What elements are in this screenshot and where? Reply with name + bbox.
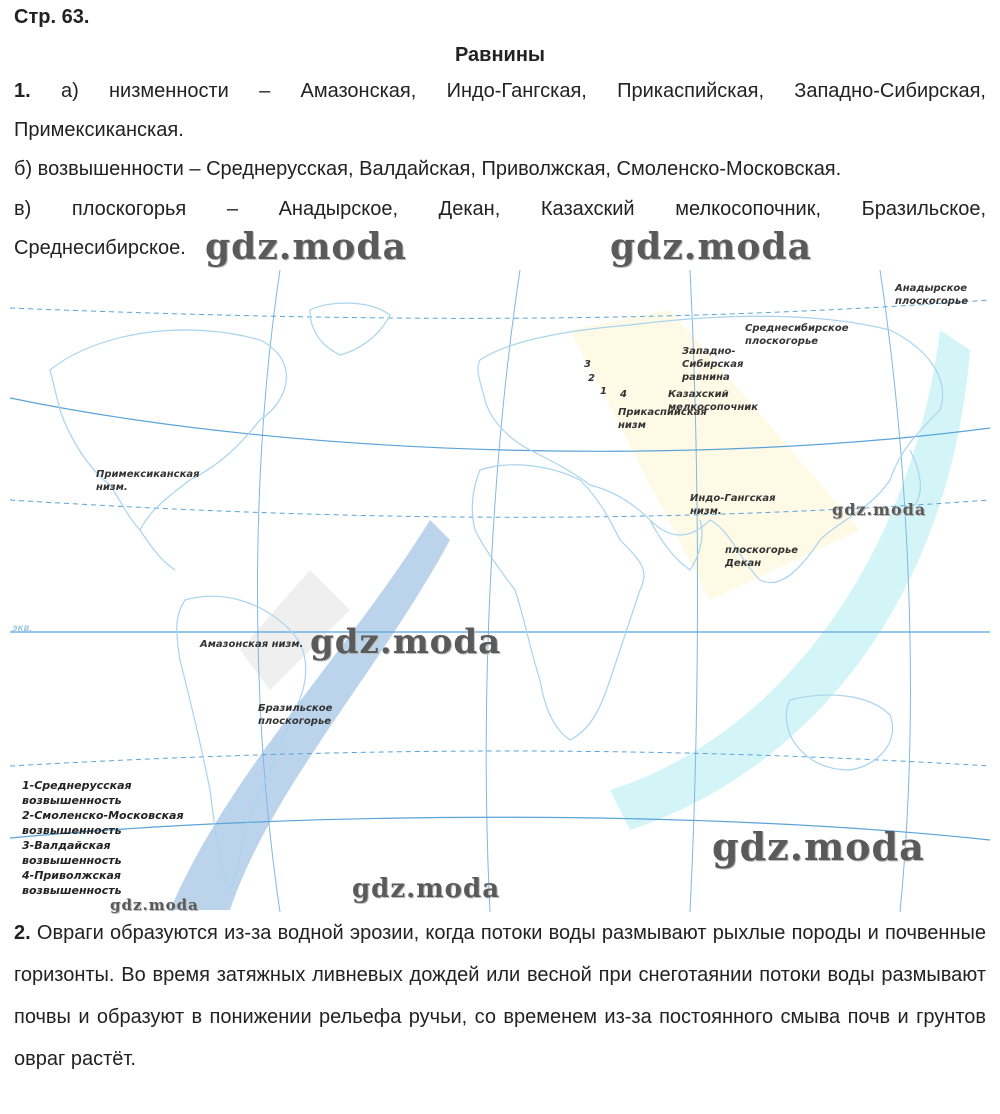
- task1-a-word: низменности: [109, 80, 229, 102]
- legend-line: 2-Смоленско-Московская: [22, 809, 184, 822]
- watermark: gdz.moda: [205, 226, 407, 268]
- task1-c-word: Бразильское,: [861, 198, 986, 220]
- task1-a-word: Западно-Сибирская,: [794, 80, 986, 102]
- page-number: Стр. 63.: [14, 6, 90, 28]
- watermark: gdz.moda: [832, 500, 927, 519]
- legend-line: 1-Среднерусская: [22, 779, 132, 792]
- legend-line: возвышенность: [22, 794, 122, 807]
- legend-line: возвышенность: [22, 854, 122, 867]
- map-legend: [22, 778, 184, 898]
- task1-c-word: Анадырское,: [278, 198, 399, 220]
- task2-number: 2.: [14, 922, 31, 944]
- watermark: gdz.moda: [110, 896, 199, 914]
- task2-text: Овраги образуются из-за водной эрозии, когда потоки воды размывают рыхлые породы и почвенные горизонты. Во время затяжных ливневых дождей или весной при снеготаянии потоки воды размывают почвы и образуют в понижении рельефа ручьи, со временем из-за постоянного смыва почв и грунтов овраг растёт.: [14, 922, 986, 1070]
- legend-line: возвышенность: [22, 884, 122, 897]
- label-indo-gangetic-lowland: Индо-Гангская низм.: [690, 493, 776, 517]
- label-equator: экв.: [12, 623, 33, 634]
- task1-c-word: в): [14, 198, 32, 220]
- watermark: gdz.moda: [712, 824, 925, 869]
- label-num-1: 1: [600, 386, 607, 397]
- section-title: Равнины: [454, 44, 546, 66]
- watermark: gdz.moda: [352, 874, 501, 904]
- task1-line-a2: Примексиканская.: [14, 119, 184, 141]
- task1-number: 1.: [14, 80, 31, 102]
- watermark: gdz.moda: [610, 226, 812, 268]
- task1-c-word: мелкосопочник,: [675, 198, 822, 220]
- task1-a-word: –: [259, 80, 271, 102]
- task1-c-word: плоскогорья: [71, 198, 187, 220]
- task1-a-word: Амазонская,: [300, 80, 417, 102]
- label-anadyr-plateau: Анадырское плоскогорье: [895, 283, 969, 307]
- label-num-2: 2: [588, 373, 595, 384]
- task1-line-a: [14, 72, 986, 111]
- label-mexican-lowland: Примексиканская низм.: [96, 469, 200, 493]
- label-deccan-plateau: плоскогорье Декан: [725, 545, 799, 569]
- label-num-3: 3: [584, 359, 591, 370]
- legend-line: возвышенность: [22, 824, 122, 837]
- task1-a-word: а): [60, 80, 79, 102]
- legend-line: 4-Приволжская: [22, 869, 121, 882]
- label-num-4: 4: [620, 389, 627, 400]
- label-kazakh-uplands: Казахский мелкосопочник: [668, 389, 759, 413]
- label-central-siberian-plateau: Среднесибирское плоскогорье: [745, 323, 849, 347]
- task1-line-b: б) возвышенности – Среднерусская, Валдайская, Приволжская, Смоленско-Московская.: [14, 158, 842, 180]
- label-west-siberian-plain: Западно-Сибирская равнина: [682, 346, 744, 383]
- label-amazon-lowland: Амазонская низм.: [200, 639, 304, 650]
- task1-a-word: Прикаспийская,: [617, 80, 764, 102]
- label-brazilian-plateau: Бразильское плоскогорье: [258, 703, 333, 727]
- task1-line-c2: Среднесибирское.: [14, 237, 186, 259]
- label-caspian-lowland: Прикаспийская низм: [618, 407, 707, 431]
- watermark: gdz.moda: [310, 622, 502, 662]
- task1-c-word: Декан,: [438, 198, 501, 220]
- task1-line-c: [14, 190, 986, 229]
- task2-paragraph: [14, 912, 986, 1080]
- task1-c-word: Казахский: [540, 198, 635, 220]
- world-map: [10, 270, 990, 912]
- legend-line: 3-Валдайская: [22, 839, 111, 852]
- task1-a-word: Индо-Гангская,: [446, 80, 587, 102]
- task1-c-word: –: [226, 198, 238, 220]
